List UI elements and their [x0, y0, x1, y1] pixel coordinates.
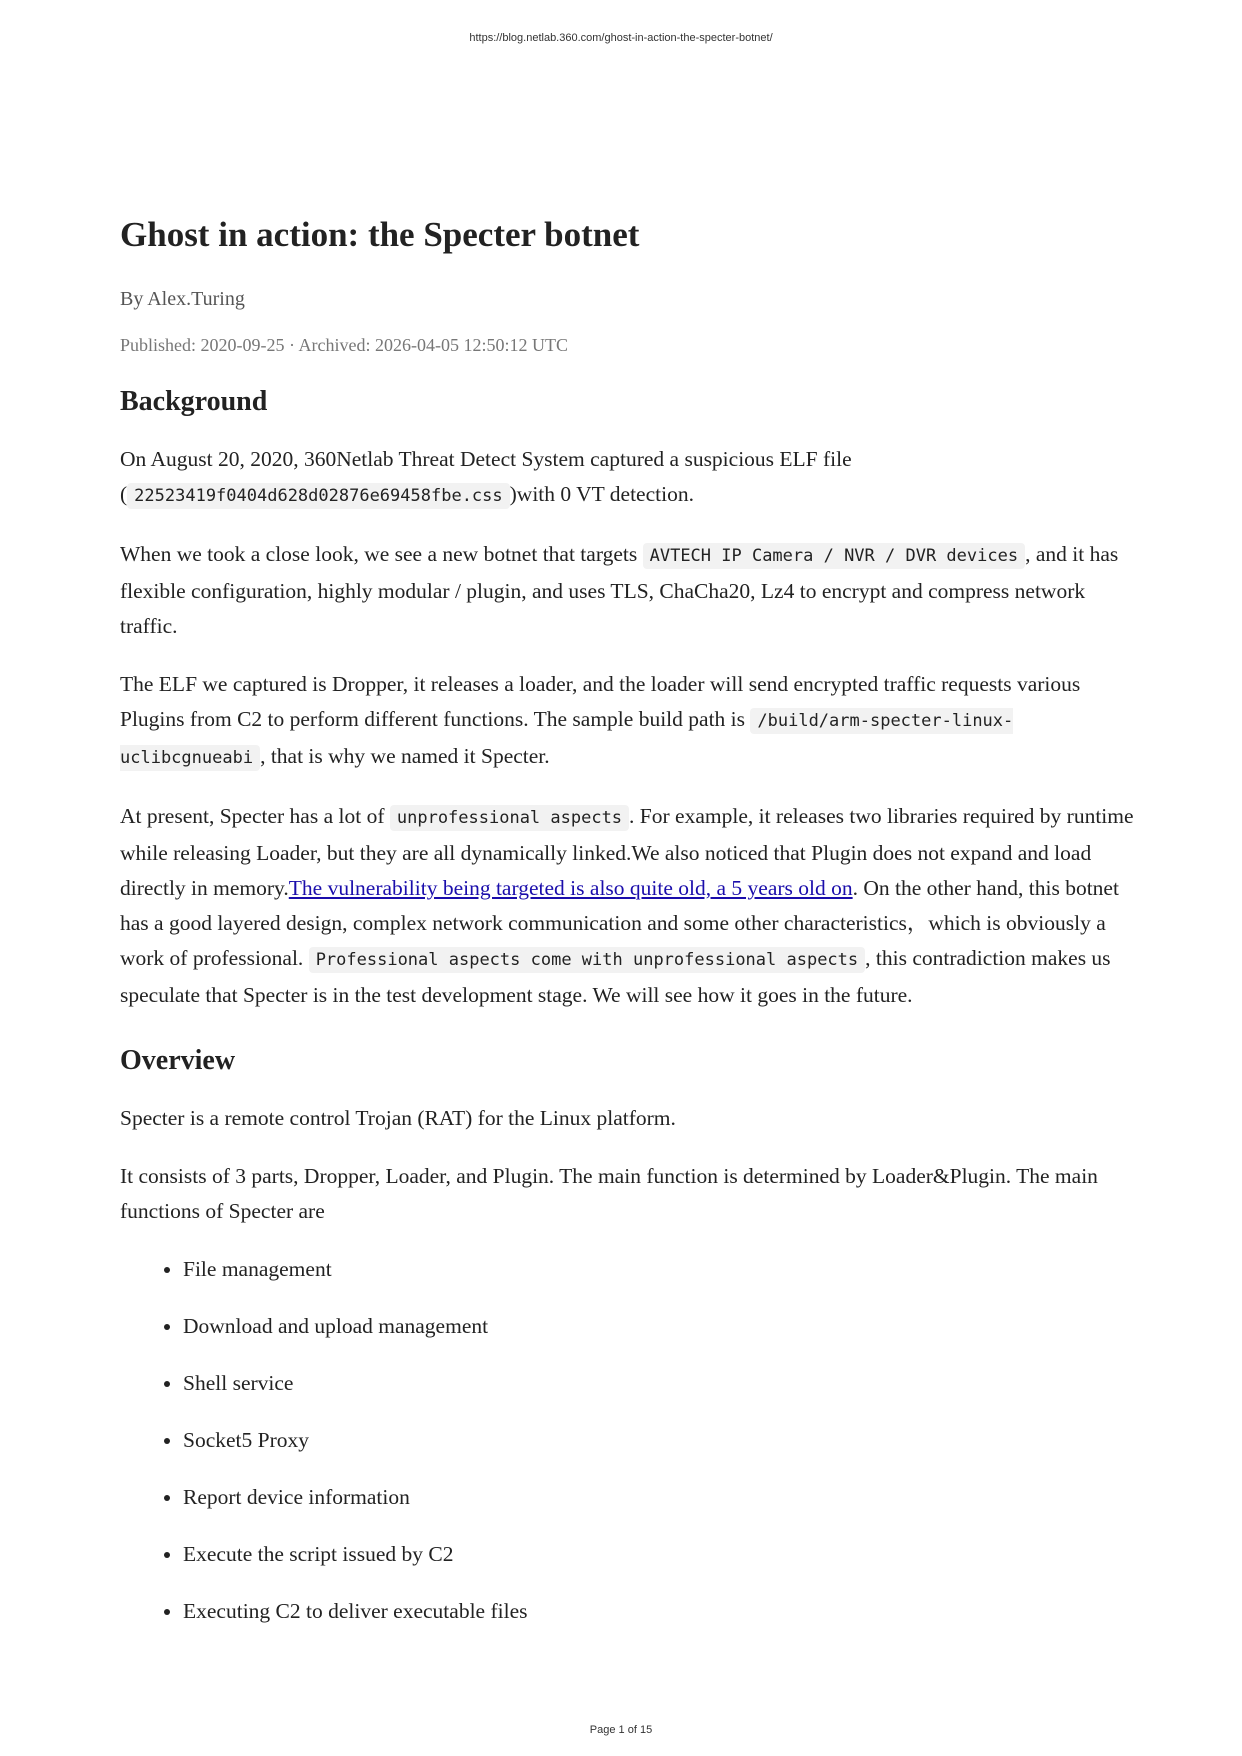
paragraph: It consists of 3 parts, Dropper, Loader, and Plugin. The main function is determined by Loader&Plugin. The main functions of Specter are	[120, 1164, 1098, 1224]
heading-overview: Overview	[120, 1044, 236, 1076]
list-item: • Execute the script issued by C2	[183, 1537, 1135, 1572]
code-unprofessional: unprofessional aspects	[390, 805, 629, 831]
list-item: • Report device information	[183, 1480, 1135, 1515]
article-title: Ghost in action: the Specter botnet	[120, 215, 640, 254]
publish-info: Published: 2020-09-25 · Archived: 2026-04-05 12:50:12 UTC	[120, 334, 568, 355]
text: )with 0 VT detection.	[509, 481, 694, 506]
list-item: • Socket5 Proxy	[183, 1423, 1135, 1458]
heading-background: Background	[120, 385, 268, 417]
text: The ELF we captured is Dropper, it releases a loader, and the loader will send encrypted traffic requests various Plugins from C2 to perform different functions. The sample build path is	[120, 671, 1081, 731]
list-item: • Executing C2 to deliver executable files	[183, 1594, 1135, 1629]
text: . On the other hand, this botnet has a good layered design, complex network communication and some other characteristics，which is obviously a work of professional.	[120, 875, 1119, 970]
paragraph	[120, 537, 1135, 644]
function-list	[120, 1252, 1135, 1629]
paragraph	[120, 442, 1135, 514]
paragraph	[120, 667, 1135, 776]
text: On August 20, 2020, 360Netlab Threat Detect System captured a suspicious ELF file (	[120, 446, 852, 506]
list-item: • Download and upload management	[183, 1309, 1135, 1344]
text: , that is why we named it Specter.	[260, 743, 550, 768]
code-devices: AVTECH IP Camera / NVR / DVR devices	[643, 543, 1025, 569]
paragraph: Specter is a remote control Trojan (RAT) for the Linux platform.	[120, 1106, 676, 1131]
vulnerability-link[interactable]: The vulnerability being targeted is also quite old, a 5 years old on	[288, 875, 853, 900]
code-professional: Professional aspects come with unprofessional aspects	[309, 947, 865, 973]
code-build-path: /build/arm-specter-linux-uclibcgnueabi	[120, 708, 1013, 771]
text: At present, Specter has a lot of	[120, 803, 390, 828]
list-item: • File management	[183, 1252, 1135, 1287]
text: , this contradiction makes us speculate that Specter is in the test development stage. We will see how it goes in the future.	[120, 945, 1111, 1007]
text: When we took a close look, we see a new botnet that targets	[120, 541, 643, 566]
article	[120, 212, 1135, 1651]
paragraph	[120, 799, 1135, 1013]
code-hash: 22523419f0404d628d02876e69458fbe.css	[127, 483, 509, 509]
text: , and it has flexible configuration, highly modular / plugin, and uses TLS, ChaCha20, Lz4 to encrypt and compress network traffic.	[120, 541, 1119, 638]
list-item: • Shell service	[183, 1366, 1135, 1401]
byline: By Alex.Turing	[120, 287, 245, 310]
page-number: Page 1 of 15	[589, 1724, 653, 1736]
page-url: https://blog.netlab.360.com/ghost-in-action-the-specter-botnet/	[469, 32, 773, 44]
text: . For example, it releases two libraries required by runtime while releasing Loader, but they are all dynamically linked.We also noticed that Plugin does not expand and load directly in memory.	[120, 803, 1134, 900]
